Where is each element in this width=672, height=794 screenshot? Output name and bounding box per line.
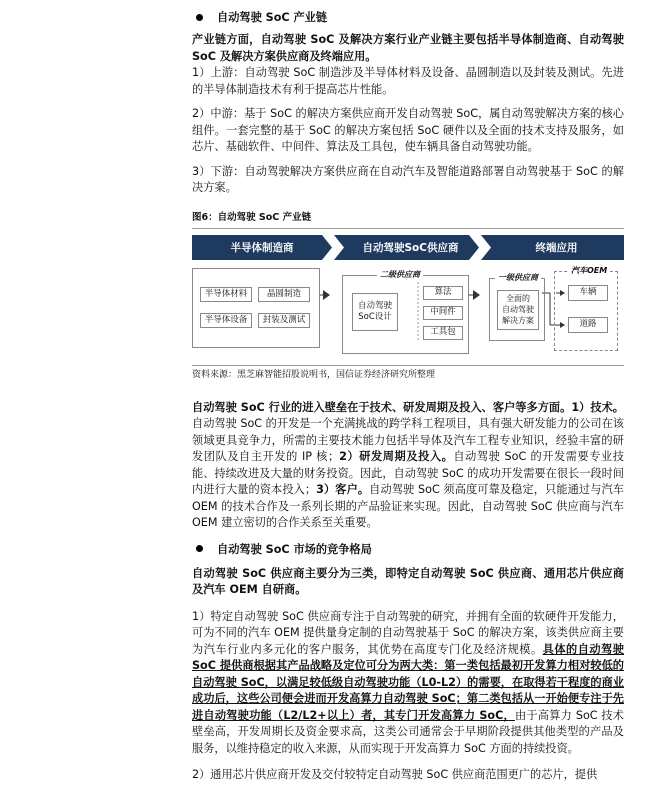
heading-text: 自动驾驶 SoC 市场的竞争格局 bbox=[217, 542, 372, 556]
section-heading-competition bbox=[192, 540, 624, 558]
industry-chain-intro: 产业链方面，自动驾驶 SoC 及解决方案行业产业链主要包括半导体制造商、自动驾驶 SoC 及解决方案供应商及终端应用。 bbox=[192, 33, 624, 63]
stage-label-soc-supplier: 自动驾驶SoC供应商 bbox=[362, 241, 459, 254]
figure-caption: 图6：自动驾驶 SoC 产业链 bbox=[192, 211, 624, 229]
upstream-item: 半导体设备 bbox=[200, 313, 252, 328]
upstream-item: 半导体材料 bbox=[200, 287, 252, 302]
stage-label-semiconductor: 半导体制造商 bbox=[230, 241, 294, 254]
oem-item: 车辆 bbox=[568, 285, 608, 301]
heading-text: 自动驾驶 SoC 产业链 bbox=[217, 11, 328, 24]
downstream-paragraph: 3）下游：自动驾驶解决方案供应商在自动汽车及智能道路部署自动驾驶基于 SoC 的解决方案。 bbox=[192, 164, 624, 194]
barriers-lead: 自动驾驶 SoC 行业的进入壁垒在于技术、研发周期及投入、客户等多方面。 bbox=[192, 400, 572, 414]
bullet-icon bbox=[196, 545, 203, 552]
upstream-paragraph: 1）上游：自动驾驶 SoC 制造涉及半导体材料及设备、晶圆制造以及封装及测试。先进的半导体制造技术有利于提高芯片性能。 bbox=[192, 66, 624, 96]
arrow-icon bbox=[473, 290, 480, 300]
tier2-label: 二级供应商 bbox=[377, 269, 423, 280]
competition-intro: 自动驾驶 SoC 供应商主要分为三类，即特定自动驾驶 SoC 供应商、通用芯片供应商及汽车 OEM 自研商。 bbox=[192, 566, 624, 596]
tier2-item: 中间件 bbox=[423, 306, 463, 320]
barrier-2-title: 2）研发周期及投入。 bbox=[339, 450, 454, 463]
arrow-icon bbox=[323, 290, 330, 300]
upstream-group bbox=[192, 268, 320, 348]
upstream-item: 封装及测试 bbox=[258, 313, 310, 328]
para1-underlined: 具体的自动驾驶 SoC 提供商根据其产品战略及定位可分为两大类：第一类包括最初开发算力相对较低的自动驾驶 SoC，以满足较低级自动驾驶功能（L0-L2）的需要，在取得若干程度的商业成功后，这些公司便会进而开发高算力自动驾驶 SoC；第二类包括从一开始便专注于先进自动驾驶功能（L2/L2+以上）者，其专门开发高算力 SoC， bbox=[192, 642, 624, 722]
oem-group bbox=[554, 271, 618, 351]
barrier-1-title: 1）技术。 bbox=[571, 400, 624, 414]
figure-source: 资料来源：黑芝麻智能招股说明书，国信证券经济研究所整理 bbox=[192, 365, 624, 382]
upstream-item: 晶圆制造 bbox=[258, 287, 310, 302]
tier2-item: 工具包 bbox=[423, 326, 463, 340]
barrier-3-text: 自动驾驶 SoC 须高度可靠及稳定，只能通过与汽车 OEM 的技术合作及一系列长期的产品验证来实现。因此，自动驾驶 SoC 供应商与汽车 OEM 建立密切的合作关系至关重要。 bbox=[192, 483, 624, 529]
competition-para-1 bbox=[192, 609, 624, 758]
barrier-2-text: 自动驾驶 SoC 的开发需要专业技能、持续改进及大量的财务投资。因此，自动驾驶 SoC 的成功开发需要在很长一段时间内进行大量的资本投入； bbox=[192, 450, 624, 496]
page-content bbox=[192, 0, 624, 784]
bullet-icon bbox=[196, 14, 203, 21]
tier1-solution-box: 全面的 自动驾驶 解决方案 bbox=[497, 290, 539, 330]
barrier-3-title: 3）客户。 bbox=[316, 483, 370, 496]
section-heading-industry-chain bbox=[192, 8, 624, 26]
barrier-1-text: 自动驾驶 SoC 的开发是一个充满挑战的跨学科工程项目，具有强大研发能力的公司在该领域更具竞争力，所需的主要技术能力包括半导体及汽车工程专业知识，经验丰富的研发团队及自主开发的 IP 核； bbox=[192, 417, 624, 463]
para1-plain: 1）特定自动驾驶 SoC 供应商专注于自动驾驶的研究，并拥有全面的软硬件开发能力，可为不同的汽车 OEM 提供量身定制的自动驾驶基于 SoC 的解决方案，该类供应商主要为汽车行业内多元化的客户服务，其优势在高度专门化及经济规模。 bbox=[192, 609, 624, 656]
soc-design-box: 自动驾驶 SoC设计 bbox=[352, 293, 398, 331]
oem-item: 道路 bbox=[568, 317, 608, 333]
tier1-label: 一级供应商 bbox=[495, 272, 541, 283]
tier2-item: 算法 bbox=[423, 286, 463, 300]
competition-para-2: 2）通用芯片供应商开发及交付较特定自动驾驶 SoC 供应商范围更广的芯片，提供 bbox=[192, 768, 598, 781]
stage-label-end-application: 终端应用 bbox=[535, 241, 578, 254]
para1-tail: 由于高算力 SoC 技术壁垒高，开发周期长及资金要求高，这类公司通常会于早期阶段提供其他类型的产品及服务，以维持稳定的收入来源，从而实现于开发高算力 SoC 方面的持续投资。 bbox=[192, 708, 624, 755]
entry-barriers-paragraph bbox=[192, 400, 624, 532]
industry-chain-diagram bbox=[192, 235, 624, 365]
midstream-paragraph: 2）中游：基于 SoC 的解决方案供应商开发自动驾驶 SoC，属自动驾驶解决方案的核心组件。一套完整的基于 SoC 的解决方案包括 SoC 硬件以及全面的技术支持及服务，如芯片、基础软件、中间件、算法及工具包，使车辆具备自动驾驶功能。 bbox=[192, 107, 624, 153]
oem-label: 汽车OEM bbox=[568, 265, 610, 276]
